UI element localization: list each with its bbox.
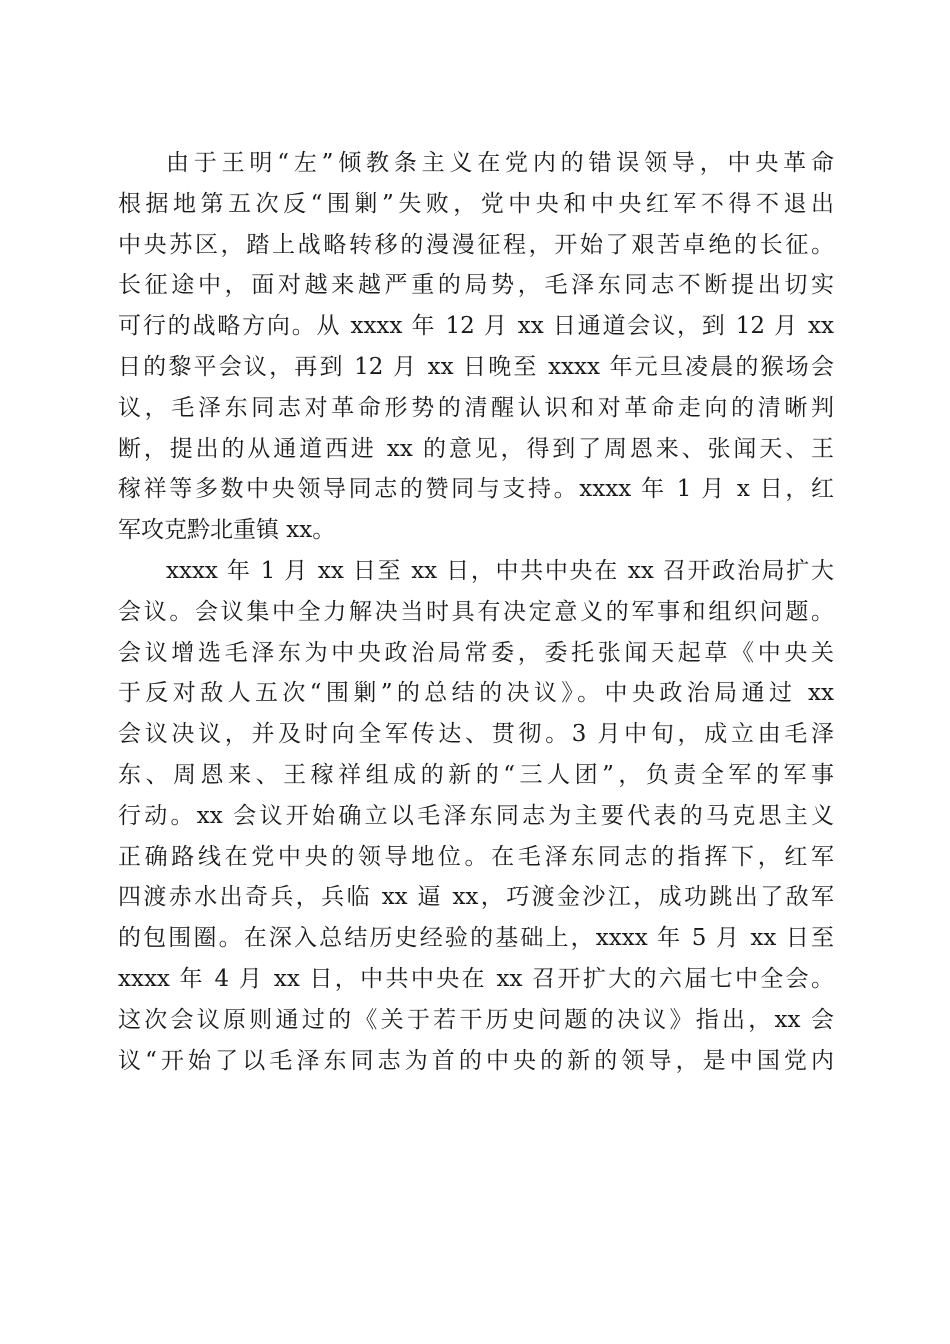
text-line: 议“开始了以毛泽东同志为首的中央的新的领导，是中国党内 <box>118 1047 834 1074</box>
text-line: 这次会议原则通过的《关于若干历史问题的决议》指出，xx 会 <box>118 1006 834 1033</box>
text-line: 断，提出的从通道西进 xx 的意见，得到了周恩来、张闻天、王 <box>118 435 834 462</box>
text-line: 稼祥等多数中央领导同志的赞同与支持。xxxx 年 1 月 x 日，红 <box>118 476 834 503</box>
text-line: 的包围圈。在深入总结历史经验的基础上，xxxx 年 5 月 xx 日至 <box>118 925 834 952</box>
text-line: 长征途中，面对越来越严重的局势，毛泽东同志不断提出切实 <box>118 272 834 299</box>
paragraph-1 <box>118 143 834 551</box>
text-line: 由于王明“左”倾教条主义在党内的错误领导，中央革命 <box>166 150 834 176</box>
text-line: xxxx 年 4 月 xx 日，中共中央在 xx 召开扩大的六届七中全会。 <box>118 965 834 992</box>
text-line: 会议增选毛泽东为中央政治局常委，委托张闻天起草《中央关 <box>118 639 834 666</box>
text-line: 中央苏区，踏上战略转移的漫漫征程，开始了艰苦卓绝的长征。 <box>118 231 834 258</box>
text-line: 东、周恩来、王稼祥组成的新的“三人团”，负责全军的军事 <box>118 761 834 788</box>
text-line: xxxx 年 1 月 xx 日至 xx 日，中共中央在 xx 召开政治局扩大 <box>166 557 834 584</box>
text-line: 可行的战略方向。从 xxxx 年 12 月 xx 日通道会议，到 12 月 xx <box>118 313 834 340</box>
text-line: 行动。xx 会议开始确立以毛泽东同志为主要代表的马克思主义 <box>118 802 834 829</box>
text-line: 会议决议，并及时向全军传达、贯彻。3 月中旬，成立由毛泽 <box>118 721 834 748</box>
text-line: 会议。会议集中全力解决当时具有决定意义的军事和组织问题。 <box>118 598 834 625</box>
document-body <box>118 143 834 1081</box>
text-line: 四渡赤水出奇兵，兵临 xx 逼 xx，巧渡金沙江，成功跳出了敌军 <box>118 884 834 911</box>
paragraph-2 <box>118 551 834 1081</box>
text-line: 军攻克黔北重镇 xx。 <box>118 517 336 544</box>
text-line: 日的黎平会议，再到 12 月 xx 日晚至 xxxx 年元旦凌晨的猴场会 <box>118 353 834 380</box>
text-line: 于反对敌人五次“围剿”的总结的决议》。中央政治局通过 xx <box>118 680 834 707</box>
text-line: 正确路线在党中央的领导地位。在毛泽东同志的指挥下，红军 <box>118 843 834 870</box>
text-line: 根据地第五次反“围剿”失败，党中央和中央红军不得不退出 <box>118 190 834 217</box>
text-line: 议，毛泽东同志对革命形势的清醒认识和对革命走向的清晰判 <box>118 394 834 421</box>
